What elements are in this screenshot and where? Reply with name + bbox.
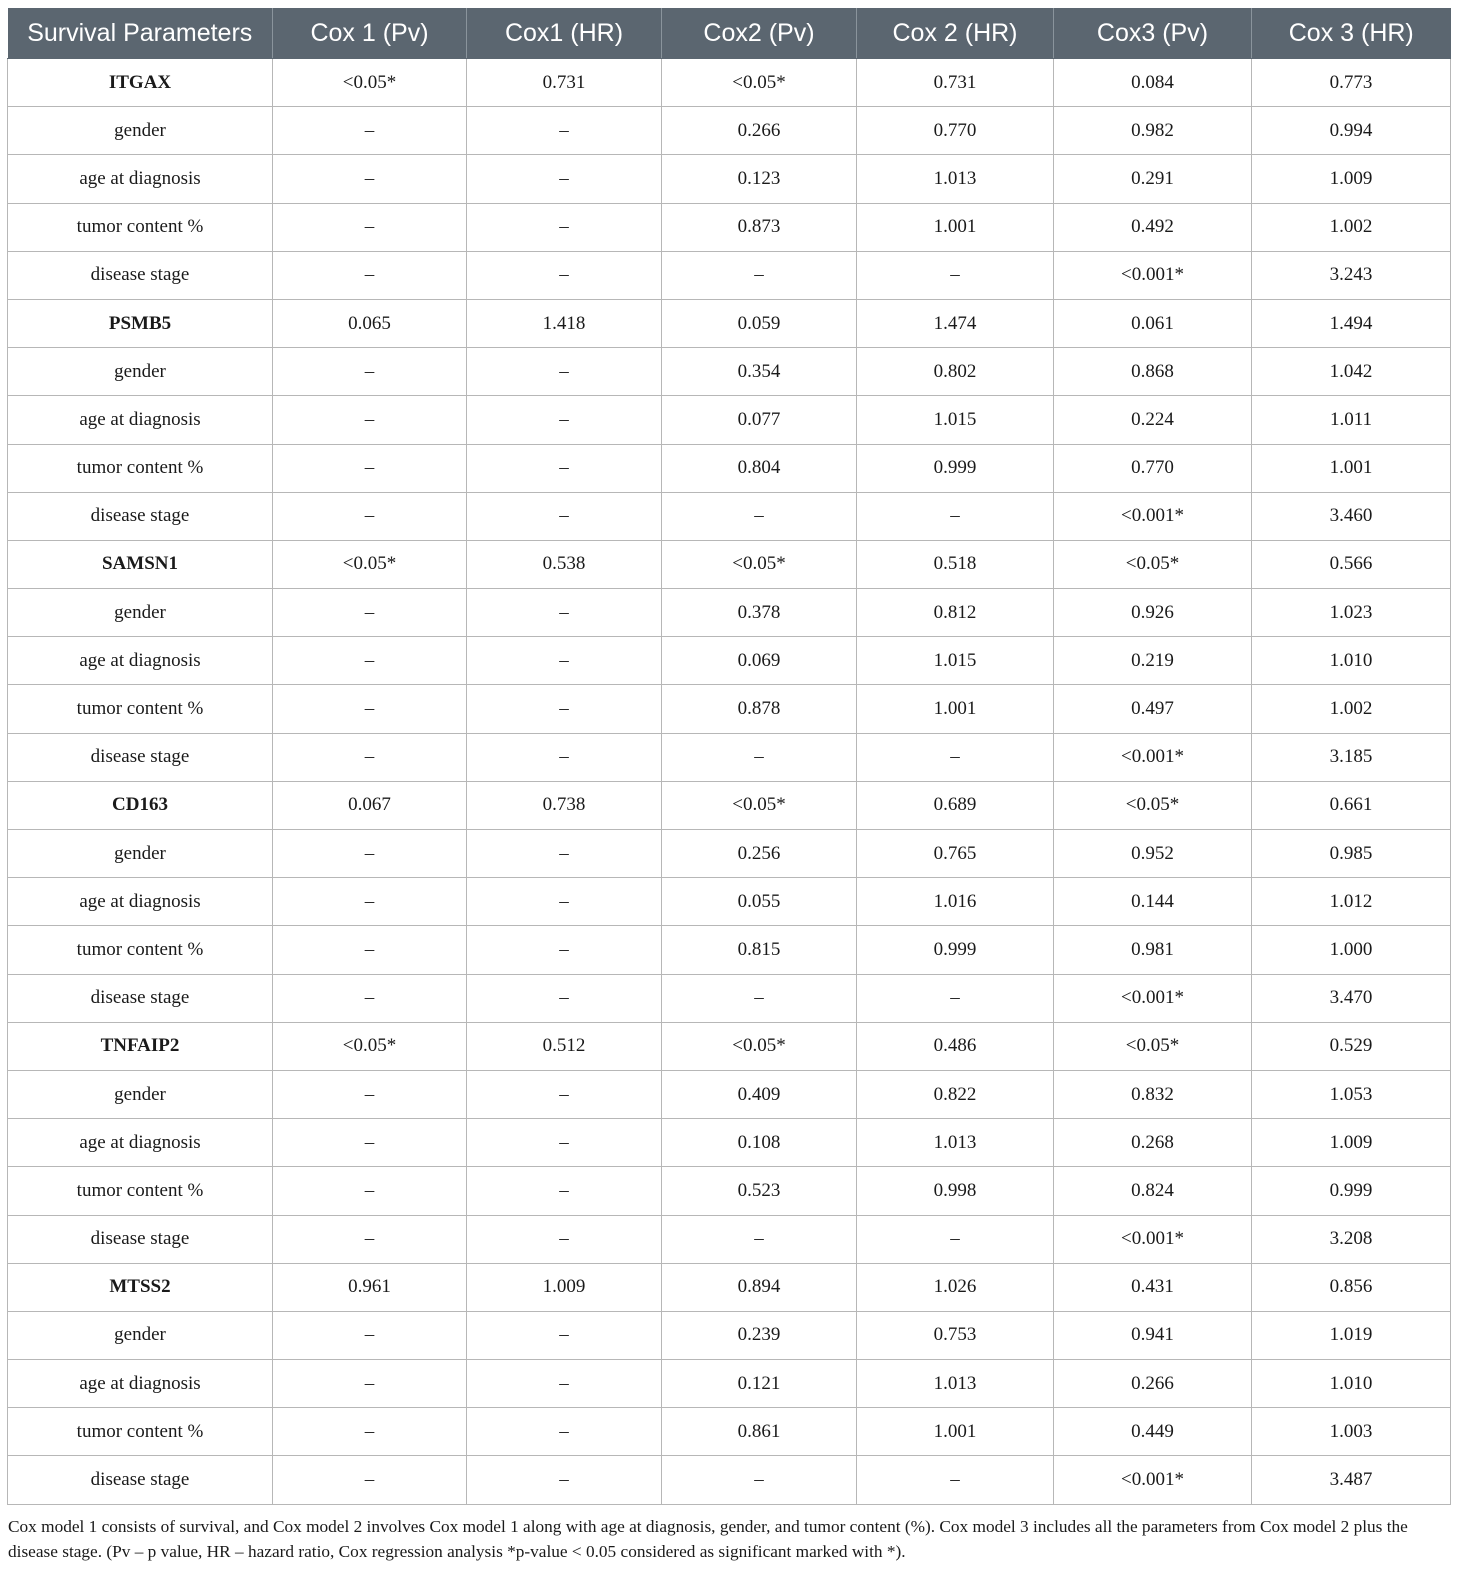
parameter-name-cell: age at diagnosis bbox=[8, 878, 273, 926]
value-cell: <0.05* bbox=[1054, 540, 1252, 588]
value-cell: 0.055 bbox=[662, 878, 857, 926]
parameter-name-cell: tumor content % bbox=[8, 926, 273, 974]
value-cell: 1.002 bbox=[1252, 203, 1451, 251]
value-cell: 1.010 bbox=[1252, 1360, 1451, 1408]
value-cell: – bbox=[273, 589, 467, 637]
parameter-name-cell: disease stage bbox=[8, 974, 273, 1022]
header-row bbox=[8, 8, 1451, 59]
value-cell: 1.001 bbox=[857, 203, 1054, 251]
value-cell: 0.824 bbox=[1054, 1167, 1252, 1215]
value-cell: 3.243 bbox=[1252, 251, 1451, 299]
value-cell: 0.894 bbox=[662, 1263, 857, 1311]
value-cell: – bbox=[467, 1408, 662, 1456]
header-cox2-pv: Cox2 (Pv) bbox=[662, 8, 857, 59]
value-cell: 1.494 bbox=[1252, 299, 1451, 347]
gene-name-cell: ITGAX bbox=[8, 59, 273, 107]
table-row bbox=[8, 974, 1451, 1022]
table-row bbox=[8, 781, 1451, 829]
value-cell: 0.822 bbox=[857, 1070, 1054, 1118]
table-row bbox=[8, 878, 1451, 926]
value-cell: – bbox=[467, 1360, 662, 1408]
value-cell: – bbox=[273, 1408, 467, 1456]
value-cell: 0.123 bbox=[662, 155, 857, 203]
table-row bbox=[8, 155, 1451, 203]
value-cell: 1.001 bbox=[1252, 444, 1451, 492]
value-cell: 0.981 bbox=[1054, 926, 1252, 974]
value-cell: 0.486 bbox=[857, 1022, 1054, 1070]
header-cox3-pv: Cox3 (Pv) bbox=[1054, 8, 1252, 59]
value-cell: – bbox=[857, 1215, 1054, 1263]
gene-name-cell: SAMSN1 bbox=[8, 540, 273, 588]
value-cell: 0.239 bbox=[662, 1311, 857, 1359]
value-cell: – bbox=[273, 1119, 467, 1167]
value-cell: 0.999 bbox=[857, 444, 1054, 492]
value-cell: 1.001 bbox=[857, 685, 1054, 733]
parameter-name-cell: tumor content % bbox=[8, 203, 273, 251]
table-caption: Cox model 1 consists of survival, and Cox model 2 involves Cox model 1 along with age at diagnosis, gender, and tumor content (%). Cox model 3 includes all the parameters from Cox model 2 plus the disease stage. (Pv – p value, HR – hazard ratio, Cox regression analysis *p-value < 0.05 considered as significant marked with *). bbox=[8, 1517, 1408, 1561]
table-row bbox=[8, 59, 1451, 107]
value-cell: 3.208 bbox=[1252, 1215, 1451, 1263]
value-cell: 1.015 bbox=[857, 637, 1054, 685]
value-cell: – bbox=[467, 685, 662, 733]
table-row bbox=[8, 492, 1451, 540]
value-cell: – bbox=[273, 1167, 467, 1215]
value-cell: 1.009 bbox=[1252, 1119, 1451, 1167]
table-row bbox=[8, 1456, 1451, 1504]
value-cell: 3.185 bbox=[1252, 733, 1451, 781]
value-cell: 0.738 bbox=[467, 781, 662, 829]
value-cell: 1.001 bbox=[857, 1408, 1054, 1456]
value-cell: 1.000 bbox=[1252, 926, 1451, 974]
value-cell: <0.001* bbox=[1054, 492, 1252, 540]
value-cell: – bbox=[467, 203, 662, 251]
value-cell: 1.011 bbox=[1252, 396, 1451, 444]
parameter-name-cell: age at diagnosis bbox=[8, 396, 273, 444]
table-row bbox=[8, 830, 1451, 878]
value-cell: 1.003 bbox=[1252, 1408, 1451, 1456]
value-cell: – bbox=[467, 348, 662, 396]
survival-table-container bbox=[7, 8, 1450, 1505]
value-cell: 1.009 bbox=[467, 1263, 662, 1311]
value-cell: 0.224 bbox=[1054, 396, 1252, 444]
value-cell: 0.765 bbox=[857, 830, 1054, 878]
value-cell: – bbox=[273, 685, 467, 733]
table-row bbox=[8, 444, 1451, 492]
table-row bbox=[8, 637, 1451, 685]
value-cell: <0.05* bbox=[273, 1022, 467, 1070]
value-cell: 1.012 bbox=[1252, 878, 1451, 926]
value-cell: – bbox=[467, 637, 662, 685]
value-cell: 0.773 bbox=[1252, 59, 1451, 107]
value-cell: 0.802 bbox=[857, 348, 1054, 396]
value-cell: – bbox=[467, 1311, 662, 1359]
value-cell: 0.065 bbox=[273, 299, 467, 347]
value-cell: – bbox=[273, 974, 467, 1022]
header-survival-parameters: Survival Parameters bbox=[8, 8, 273, 59]
value-cell: 0.409 bbox=[662, 1070, 857, 1118]
value-cell: – bbox=[273, 1456, 467, 1504]
value-cell: 0.067 bbox=[273, 781, 467, 829]
table-row bbox=[8, 540, 1451, 588]
value-cell: <0.001* bbox=[1054, 251, 1252, 299]
value-cell: 0.753 bbox=[857, 1311, 1054, 1359]
table-row bbox=[8, 203, 1451, 251]
table-row bbox=[8, 251, 1451, 299]
value-cell: 0.512 bbox=[467, 1022, 662, 1070]
value-cell: – bbox=[467, 733, 662, 781]
parameter-name-cell: age at diagnosis bbox=[8, 637, 273, 685]
header-cox1-pv: Cox 1 (Pv) bbox=[273, 8, 467, 59]
parameter-name-cell: gender bbox=[8, 1311, 273, 1359]
value-cell: 0.731 bbox=[857, 59, 1054, 107]
value-cell: – bbox=[857, 492, 1054, 540]
table-row bbox=[8, 299, 1451, 347]
parameter-name-cell: age at diagnosis bbox=[8, 1119, 273, 1167]
table-row bbox=[8, 1070, 1451, 1118]
value-cell: – bbox=[467, 155, 662, 203]
value-cell: 0.523 bbox=[662, 1167, 857, 1215]
gene-name-cell: CD163 bbox=[8, 781, 273, 829]
value-cell: 1.016 bbox=[857, 878, 1054, 926]
value-cell: – bbox=[467, 251, 662, 299]
value-cell: – bbox=[467, 589, 662, 637]
table-row bbox=[8, 1263, 1451, 1311]
table-row bbox=[8, 1408, 1451, 1456]
value-cell: 0.941 bbox=[1054, 1311, 1252, 1359]
value-cell: – bbox=[273, 1311, 467, 1359]
table-row bbox=[8, 589, 1451, 637]
value-cell: 1.023 bbox=[1252, 589, 1451, 637]
value-cell: 0.497 bbox=[1054, 685, 1252, 733]
value-cell: 0.566 bbox=[1252, 540, 1451, 588]
value-cell: 0.378 bbox=[662, 589, 857, 637]
value-cell: 0.077 bbox=[662, 396, 857, 444]
header-cox2-hr: Cox 2 (HR) bbox=[857, 8, 1054, 59]
gene-name-cell: TNFAIP2 bbox=[8, 1022, 273, 1070]
value-cell: <0.05* bbox=[1054, 1022, 1252, 1070]
value-cell: – bbox=[273, 830, 467, 878]
value-cell: – bbox=[662, 974, 857, 1022]
parameter-name-cell: age at diagnosis bbox=[8, 155, 273, 203]
value-cell: 0.538 bbox=[467, 540, 662, 588]
value-cell: 0.861 bbox=[662, 1408, 857, 1456]
table-row bbox=[8, 396, 1451, 444]
value-cell: – bbox=[273, 396, 467, 444]
table-row bbox=[8, 1360, 1451, 1408]
table-row bbox=[8, 1167, 1451, 1215]
value-cell: <0.001* bbox=[1054, 974, 1252, 1022]
parameter-name-cell: tumor content % bbox=[8, 444, 273, 492]
value-cell: – bbox=[273, 637, 467, 685]
value-cell: 0.770 bbox=[857, 107, 1054, 155]
value-cell: – bbox=[273, 444, 467, 492]
parameter-name-cell: gender bbox=[8, 107, 273, 155]
value-cell: – bbox=[467, 878, 662, 926]
value-cell: <0.001* bbox=[1054, 1215, 1252, 1263]
value-cell: – bbox=[273, 348, 467, 396]
value-cell: – bbox=[467, 974, 662, 1022]
value-cell: <0.05* bbox=[1054, 781, 1252, 829]
header-cox1-hr: Cox1 (HR) bbox=[467, 8, 662, 59]
value-cell: 1.015 bbox=[857, 396, 1054, 444]
value-cell: 0.873 bbox=[662, 203, 857, 251]
value-cell: 0.069 bbox=[662, 637, 857, 685]
value-cell: 1.010 bbox=[1252, 637, 1451, 685]
value-cell: – bbox=[273, 878, 467, 926]
value-cell: 0.219 bbox=[1054, 637, 1252, 685]
value-cell: 0.998 bbox=[857, 1167, 1054, 1215]
value-cell: – bbox=[273, 926, 467, 974]
parameter-name-cell: tumor content % bbox=[8, 685, 273, 733]
value-cell: 0.529 bbox=[1252, 1022, 1451, 1070]
value-cell: – bbox=[857, 974, 1054, 1022]
value-cell: 0.999 bbox=[857, 926, 1054, 974]
value-cell: – bbox=[467, 830, 662, 878]
value-cell: <0.001* bbox=[1054, 733, 1252, 781]
table-body bbox=[8, 59, 1451, 1505]
value-cell: – bbox=[273, 107, 467, 155]
value-cell: 0.832 bbox=[1054, 1070, 1252, 1118]
parameter-name-cell: gender bbox=[8, 348, 273, 396]
parameter-name-cell: disease stage bbox=[8, 1456, 273, 1504]
value-cell: 0.804 bbox=[662, 444, 857, 492]
value-cell: 0.926 bbox=[1054, 589, 1252, 637]
value-cell: 1.474 bbox=[857, 299, 1054, 347]
gene-name-cell: PSMB5 bbox=[8, 299, 273, 347]
value-cell: 0.268 bbox=[1054, 1119, 1252, 1167]
table-row bbox=[8, 1119, 1451, 1167]
value-cell: – bbox=[273, 492, 467, 540]
value-cell: 1.053 bbox=[1252, 1070, 1451, 1118]
value-cell: 0.952 bbox=[1054, 830, 1252, 878]
value-cell: <0.05* bbox=[273, 59, 467, 107]
value-cell: 0.982 bbox=[1054, 107, 1252, 155]
table-row bbox=[8, 733, 1451, 781]
value-cell: – bbox=[273, 1360, 467, 1408]
value-cell: 0.144 bbox=[1054, 878, 1252, 926]
table-row bbox=[8, 685, 1451, 733]
value-cell: 0.084 bbox=[1054, 59, 1252, 107]
value-cell: 1.013 bbox=[857, 155, 1054, 203]
table-row bbox=[8, 1311, 1451, 1359]
value-cell: 1.042 bbox=[1252, 348, 1451, 396]
value-cell: <0.05* bbox=[273, 540, 467, 588]
value-cell: 3.487 bbox=[1252, 1456, 1451, 1504]
value-cell: 1.013 bbox=[857, 1119, 1054, 1167]
parameter-name-cell: disease stage bbox=[8, 251, 273, 299]
parameter-name-cell: gender bbox=[8, 1070, 273, 1118]
value-cell: – bbox=[467, 396, 662, 444]
value-cell: – bbox=[273, 203, 467, 251]
table-row bbox=[8, 1215, 1451, 1263]
value-cell: 1.418 bbox=[467, 299, 662, 347]
value-cell: – bbox=[467, 1070, 662, 1118]
value-cell: – bbox=[467, 492, 662, 540]
value-cell: <0.05* bbox=[662, 540, 857, 588]
value-cell: 0.868 bbox=[1054, 348, 1252, 396]
value-cell: 0.108 bbox=[662, 1119, 857, 1167]
value-cell: 0.878 bbox=[662, 685, 857, 733]
value-cell: 0.061 bbox=[1054, 299, 1252, 347]
parameter-name-cell: tumor content % bbox=[8, 1167, 273, 1215]
value-cell: <0.05* bbox=[662, 1022, 857, 1070]
value-cell: 0.812 bbox=[857, 589, 1054, 637]
value-cell: 0.256 bbox=[662, 830, 857, 878]
value-cell: – bbox=[662, 1456, 857, 1504]
table-row bbox=[8, 926, 1451, 974]
parameter-name-cell: disease stage bbox=[8, 492, 273, 540]
value-cell: 0.121 bbox=[662, 1360, 857, 1408]
value-cell: 3.460 bbox=[1252, 492, 1451, 540]
table-row bbox=[8, 1022, 1451, 1070]
value-cell: – bbox=[273, 155, 467, 203]
value-cell: 0.354 bbox=[662, 348, 857, 396]
value-cell: – bbox=[273, 1215, 467, 1263]
value-cell: 0.815 bbox=[662, 926, 857, 974]
value-cell: – bbox=[662, 492, 857, 540]
value-cell: – bbox=[662, 251, 857, 299]
value-cell: – bbox=[467, 1456, 662, 1504]
value-cell: 0.661 bbox=[1252, 781, 1451, 829]
value-cell: – bbox=[662, 1215, 857, 1263]
value-cell: 1.009 bbox=[1252, 155, 1451, 203]
value-cell: 0.856 bbox=[1252, 1263, 1451, 1311]
parameter-name-cell: gender bbox=[8, 589, 273, 637]
value-cell: 0.492 bbox=[1054, 203, 1252, 251]
value-cell: 3.470 bbox=[1252, 974, 1451, 1022]
table-row bbox=[8, 107, 1451, 155]
header-cox3-hr: Cox 3 (HR) bbox=[1252, 8, 1451, 59]
value-cell: – bbox=[467, 107, 662, 155]
value-cell: – bbox=[857, 733, 1054, 781]
parameter-name-cell: disease stage bbox=[8, 733, 273, 781]
value-cell: 0.689 bbox=[857, 781, 1054, 829]
value-cell: – bbox=[467, 1215, 662, 1263]
survival-table bbox=[7, 8, 1451, 1505]
value-cell: – bbox=[662, 733, 857, 781]
value-cell: – bbox=[467, 1119, 662, 1167]
value-cell: 0.431 bbox=[1054, 1263, 1252, 1311]
value-cell: – bbox=[857, 251, 1054, 299]
value-cell: – bbox=[857, 1456, 1054, 1504]
value-cell: 0.731 bbox=[467, 59, 662, 107]
value-cell: – bbox=[467, 1167, 662, 1215]
value-cell: <0.05* bbox=[662, 781, 857, 829]
value-cell: 0.059 bbox=[662, 299, 857, 347]
gene-name-cell: MTSS2 bbox=[8, 1263, 273, 1311]
value-cell: 1.002 bbox=[1252, 685, 1451, 733]
value-cell: 1.013 bbox=[857, 1360, 1054, 1408]
value-cell: 0.985 bbox=[1252, 830, 1451, 878]
parameter-name-cell: gender bbox=[8, 830, 273, 878]
value-cell: – bbox=[273, 1070, 467, 1118]
value-cell: 0.518 bbox=[857, 540, 1054, 588]
table-header bbox=[8, 8, 1451, 59]
value-cell: 0.266 bbox=[662, 107, 857, 155]
value-cell: 0.994 bbox=[1252, 107, 1451, 155]
value-cell: 0.770 bbox=[1054, 444, 1252, 492]
value-cell: – bbox=[467, 926, 662, 974]
value-cell: 0.961 bbox=[273, 1263, 467, 1311]
value-cell: 0.266 bbox=[1054, 1360, 1252, 1408]
value-cell: 1.019 bbox=[1252, 1311, 1451, 1359]
value-cell: – bbox=[273, 733, 467, 781]
value-cell: 0.449 bbox=[1054, 1408, 1252, 1456]
value-cell: <0.001* bbox=[1054, 1456, 1252, 1504]
parameter-name-cell: tumor content % bbox=[8, 1408, 273, 1456]
parameter-name-cell: disease stage bbox=[8, 1215, 273, 1263]
value-cell: 1.026 bbox=[857, 1263, 1054, 1311]
value-cell: – bbox=[467, 444, 662, 492]
value-cell: – bbox=[273, 251, 467, 299]
table-row bbox=[8, 348, 1451, 396]
value-cell: 0.291 bbox=[1054, 155, 1252, 203]
value-cell: <0.05* bbox=[662, 59, 857, 107]
parameter-name-cell: age at diagnosis bbox=[8, 1360, 273, 1408]
value-cell: 0.999 bbox=[1252, 1167, 1451, 1215]
